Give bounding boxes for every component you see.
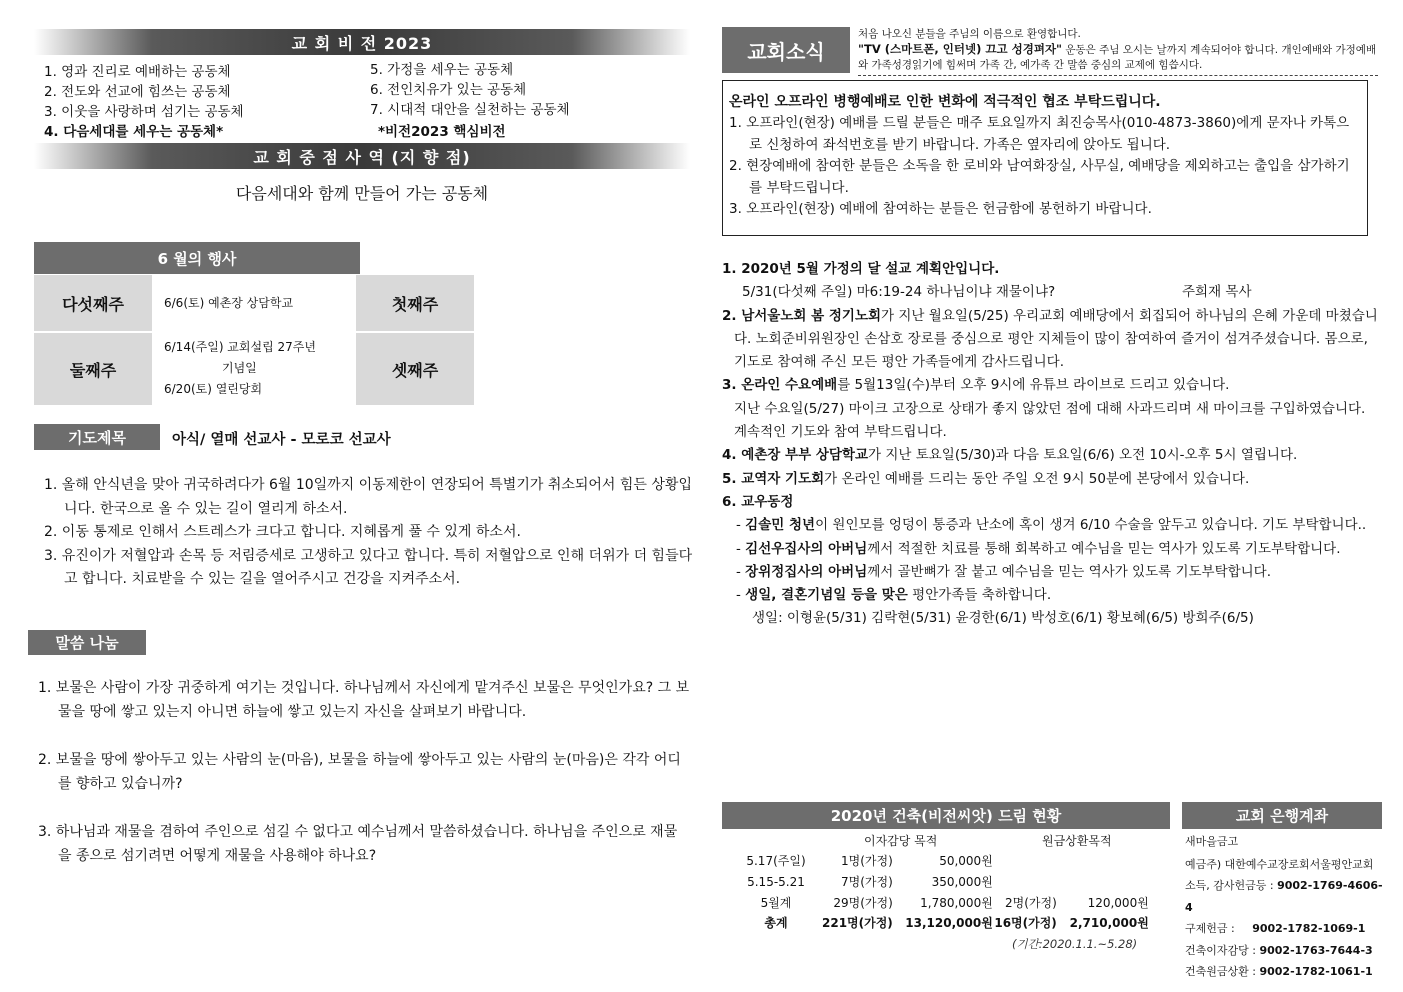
worship-notice-item: 1. 오프라인(현장) 예배를 드릴 분들은 매주 토요일까지 최진승목사(010-4873-3860)에게 문자나 카톡으로 신청하여 좌석번호를 받기 바랍니다. 가족은 옆자리에 앉아도 됩니다.	[729, 115, 1350, 153]
vision-list-right	[370, 60, 690, 142]
vision-item: 5. 가정을 세우는 공동체	[370, 62, 514, 78]
member-news-bold: 장위정집사의 아버님	[745, 563, 868, 580]
bank-title-bar	[1182, 802, 1382, 829]
worship-notice-list	[729, 113, 1361, 221]
account-label: 구제헌금 :	[1185, 922, 1239, 935]
account-number: 9002-1763-7644-3	[1259, 943, 1373, 957]
cell-date: 5.17(주일)	[746, 854, 806, 868]
member-news-item: - 김선우집사의 아버님께서 적절한 치료를 통해 회복하고 예수님을 믿는 역사가 있도록 기도부탁합니다.	[736, 540, 1341, 557]
prayer-label-text: 기도제목	[68, 428, 126, 447]
building-title-bar	[722, 802, 1170, 829]
news-item-2-rest: 가 지난 월요일(5/25) 우리교회 예배당에서 회집되어 하나님의 은혜 가운데 마쳤습니다. 노회준비위원장인 손삼호 장로를 중심으로 평안 지체들이 많이 참여하여 즐거이 섬겨주셨습니다. 몸으로, 기도로 참여해 주신 모든 평안 가족들에게 감사드립니다.	[734, 307, 1378, 371]
focus-text: 다음세대와 함께 만들어 가는 공동체	[235, 184, 489, 203]
member-news-rest: 이 원인모를 엉덩이 통증과 난소에 혹이 생겨 6/10 수술을 앞두고 있습니다. 기도 부탁합니다..	[815, 517, 1367, 534]
member-news-item: - 생일, 결혼기념일 등을 맞은 평안가족들 축하합니다.	[736, 587, 1052, 604]
news-item-1-detail	[722, 281, 1378, 304]
vision-item-core: 4. 다음세대를 세우는 공동체*	[44, 124, 224, 140]
sharing-item: 3. 하나님과 재물을 겸하여 주인으로 섬길 수 없다고 예수님께서 말씀하셨습니다. 하나님을 주인으로 재물을 종으로 섬기려면 어떻게 재물을 사용해야 하나요?	[38, 824, 678, 864]
vision-item: 1. 영과 진리로 예배하는 공동체	[44, 64, 231, 80]
vision-title: 교 회 비 전 2023	[291, 33, 433, 53]
cell-date: 총계	[764, 916, 788, 931]
member-news-item: - 장위정집사의 아버님께서 골반뼈가 잘 붙고 예수님을 믿는 역사가 있도록 기도부탁합니다.	[736, 563, 1272, 580]
sharing-list	[38, 677, 690, 868]
vision-item: 6. 전인치유가 있는 공동체	[370, 82, 527, 98]
sharing-label	[28, 630, 146, 655]
cell-amount: 50,000원	[939, 854, 993, 868]
member-news-bold: 김선우집사의 아버님	[745, 540, 868, 557]
header-interest: 이자감당 목적	[864, 834, 938, 848]
events-table	[34, 275, 474, 405]
vision-core-note: *비전2023 핵심비전	[378, 124, 506, 140]
week2-event-line: 6/20(토) 열린당회	[164, 381, 263, 396]
account-line	[1185, 961, 1385, 983]
account-line	[1185, 875, 1385, 918]
bank-info	[1185, 831, 1385, 983]
member-news-bold: 김솔민 청년	[745, 517, 816, 534]
sharing-label-text: 말씀 나눔	[55, 634, 119, 652]
account-label: 건축원금상환 :	[1185, 965, 1260, 978]
cell-date: 5월계	[760, 895, 792, 910]
news-item-4-bold: 4. 예촌장 부부 상담학교	[722, 447, 868, 464]
cell-people: 221명(가정)	[822, 916, 893, 931]
cell-amount	[1057, 851, 1149, 872]
prayer-item: 3. 유진이가 저혈압과 손목 등 저림증세로 고생하고 있다고 합니다. 특히 저혈압으로 인해 더위가 더 힘들다고 합니다. 치료받을 수 있는 길을 열어주시고 건강을 지켜주소서.	[44, 547, 693, 587]
focus-title: 교 회 중 점 사 역 (지 향 점)	[253, 147, 471, 167]
vision-list-left	[44, 62, 364, 142]
member-news-bold: 생일, 결혼기념일 등을 맞은	[745, 587, 908, 604]
prayer-label	[34, 424, 160, 450]
news-label	[722, 27, 850, 73]
cell-people	[993, 851, 1057, 872]
building-headers	[722, 832, 1170, 852]
member-news-rest: 평안가족들 축하합니다.	[907, 587, 1052, 604]
news-item-4-rest: 가 지난 토요일(5/30)과 다음 토요일(6/6) 오전 10시-오후 5시 열립니다.	[868, 447, 1298, 464]
cell-people: 2명(가정)	[1005, 895, 1057, 910]
preacher: 주희재 목사	[1182, 284, 1252, 301]
account-number: 9002-1782-1069-1	[1252, 922, 1366, 935]
worship-notice-item: 2. 현장예배에 참여한 분들은 소독을 한 로비와 남여화장실, 사무실, 예배당을 제외하고는 출입을 삼가하기를 부탁드립니다.	[729, 158, 1350, 196]
account-number: 9002-1782-1061-1	[1259, 965, 1373, 978]
news-item-1-title: 1. 2020년 5월 가정의 달 설교 계획안입니다.	[722, 261, 1000, 277]
vision-item: 2. 전도와 선교에 힘쓰는 공동체	[44, 84, 231, 100]
news-item-5-rest: 가 온라인 예배를 드리는 동안 주일 오전 9시 50분에 본당에서 있습니다.	[824, 470, 1250, 487]
week1-label: 첫째주	[356, 275, 474, 331]
news-list	[722, 258, 1378, 631]
cell-amount: 120,000원	[1087, 895, 1149, 910]
cell-amount: 1,780,000원	[920, 895, 993, 910]
sharing-item: 2. 보물을 땅에 쌓아두고 있는 사람의 눈(마음), 보물을 하늘에 쌓아두고 있는 사람의 눈(마음)은 각각 어디를 향하고 있습니까?	[38, 752, 681, 792]
news-item-5-bold: 5. 교역자 기도회	[722, 470, 825, 487]
focus-title-bar	[34, 143, 690, 169]
campaign-text	[858, 42, 1378, 73]
week3-label: 셋째주	[356, 331, 474, 405]
bank-title: 교회 은행계좌	[1235, 807, 1329, 825]
header-principal: 원금상환목적	[1042, 834, 1112, 848]
week2-event-line: 6/14(주일) 교회설립 27주년	[164, 339, 316, 354]
account-label: 소득, 감사헌금등 :	[1185, 879, 1278, 892]
worship-notice-title: 온라인 오프라인 병행예배로 인한 변화에 적극적인 협조 부탁드립니다.	[729, 94, 1161, 110]
cell-amount: 13,120,000원	[905, 916, 993, 931]
welcome-text: 처음 나오신 분들을 주님의 이름으로 환영합니다.	[858, 28, 1081, 40]
account-line	[1185, 940, 1385, 962]
account-number: 9002-1769-4606-4	[1185, 879, 1383, 914]
cell-amount: 350,000원	[931, 874, 993, 889]
birthday-list: 생일: 이형윤(5/31) 김락현(5/31) 윤경한(6/1) 박성호(6/1) 황보혜(6/5) 방희주(6/5)	[752, 610, 1254, 627]
news-item-5	[722, 468, 1378, 491]
campaign-bold: "TV (스마트폰, 인터넷) 끄고 성경펴자"	[858, 42, 1063, 56]
building-title: 2020년 건축(비전씨앗) 드림 현황	[830, 807, 1062, 825]
news-item-3	[722, 374, 1378, 397]
week5-label: 다섯째주	[34, 275, 152, 331]
vision-item: 7. 시대적 대안을 실천하는 공동체	[370, 102, 570, 118]
news-intro	[858, 27, 1378, 76]
table-row-total	[730, 913, 1149, 934]
events-title-bar	[34, 242, 360, 274]
news-item-2-bold: 2. 남서울노회 봄 정기노회	[722, 307, 882, 324]
cell-date: 5.15-5.21	[747, 874, 805, 889]
bank-name: 새마을금고	[1185, 835, 1239, 848]
week2-events	[152, 331, 356, 405]
news-item-4	[722, 444, 1378, 467]
building-period: (기간:2020.1.1.~5.28)	[1012, 937, 1138, 951]
news-item-6-title: 6. 교우동정	[722, 493, 794, 510]
account-holder: 예금주) 대한예수교장로회서울평안교회	[1185, 857, 1374, 871]
prayer-list	[44, 474, 700, 592]
news-item-3-bold: 3. 온라인 수요예배	[722, 377, 838, 394]
table-row	[730, 893, 1149, 914]
table-row	[730, 872, 1149, 893]
cell-amount: 2,710,000원	[1069, 916, 1149, 931]
sharing-item: 1. 보물은 사람이 가장 귀중하게 여기는 것입니다. 하나님께서 자신에게 맡겨주신 보물은 무엇인가요? 그 보물을 땅에 쌓고 있는지 아니면 하늘에 쌓고 있는지 자신을 살펴보기 바랍니다.	[38, 680, 690, 720]
news-label-text: 교회소식	[747, 39, 825, 64]
news-item-2	[722, 305, 1378, 375]
worship-notice-item: 3. 오프라인(현장) 예배에 참여하는 분들은 헌금함에 봉헌하기 바랍니다.	[729, 201, 1152, 217]
sermon-plan: 5/31(다섯째 주일) 마6:19-24 하나님이냐 재물이냐?	[742, 284, 1056, 301]
week2-event-line: 기념일	[222, 360, 257, 375]
cell-people: 29명(가정)	[833, 895, 893, 910]
cell-amount	[1057, 872, 1149, 893]
prayer-item: 1. 올해 안식년을 맞아 귀국하려다가 6월 10일까지 이동제한이 연장되어 특별기가 취소되어서 힘든 상황입니다. 한국으로 올 수 있는 길이 열리게 하소서.	[44, 477, 692, 517]
member-news-item: - 김솔민 청년이 원인모를 엉덩이 통증과 난소에 혹이 생겨 6/10 수술을 앞두고 있습니다. 기도 부탁합니다..	[736, 517, 1367, 534]
account-line	[1185, 918, 1385, 940]
member-news-rest: 께서 골반뼈가 잘 붙고 예수님을 믿는 역사가 있도록 기도부탁합니다.	[867, 563, 1272, 580]
vision-item: 3. 이웃을 사랑하며 섬기는 공동체	[44, 104, 244, 120]
events-title: 6 월의 행사	[157, 249, 237, 268]
cell-people: 16명(가정)	[994, 916, 1057, 931]
prayer-subject: 아식/ 열매 선교사 - 모로코 선교사	[172, 432, 391, 448]
cell-people	[993, 872, 1057, 893]
week2-label: 둘째주	[34, 331, 152, 405]
table-row	[730, 851, 1149, 872]
account-label: 건축이자감당 :	[1185, 943, 1260, 957]
news-item-3-detail: 지난 수요일(5/27) 마이크 고장으로 상태가 좋지 않았던 점에 대해 사과드리며 새 마이크를 구입하였습니다. 계속적인 기도와 참여 부탁드립니다.	[734, 400, 1366, 441]
worship-notice-box	[722, 80, 1368, 236]
cell-people: 1명(가정)	[841, 854, 893, 868]
member-news-rest: 께서 적절한 치료를 통해 회복하고 예수님을 믿는 역사가 있도록 기도부탁합니다.	[867, 540, 1341, 557]
vision-title-bar	[34, 29, 690, 55]
week5-events: 6/6(토) 예촌장 상담학교	[152, 275, 356, 331]
building-table	[730, 851, 1149, 934]
prayer-item: 2. 이동 통제로 인해서 스트레스가 크다고 합니다. 지혜롭게 풀 수 있게 하소서.	[44, 524, 521, 540]
news-item-3-rest: 를 5월13일(수)부터 오후 9시에 유튜브 라이브로 드리고 있습니다.	[837, 377, 1230, 394]
campaign-rest: 운동은 주님 오시는 날까지 계속되어야 합니다. 개인예배와 가정예배와 가족성경읽기에 힘써며 가족 간, 예가족 간 말씀 중심의 교제에 힘씁시다.	[858, 44, 1377, 71]
cell-people: 7명(가정)	[841, 874, 893, 889]
